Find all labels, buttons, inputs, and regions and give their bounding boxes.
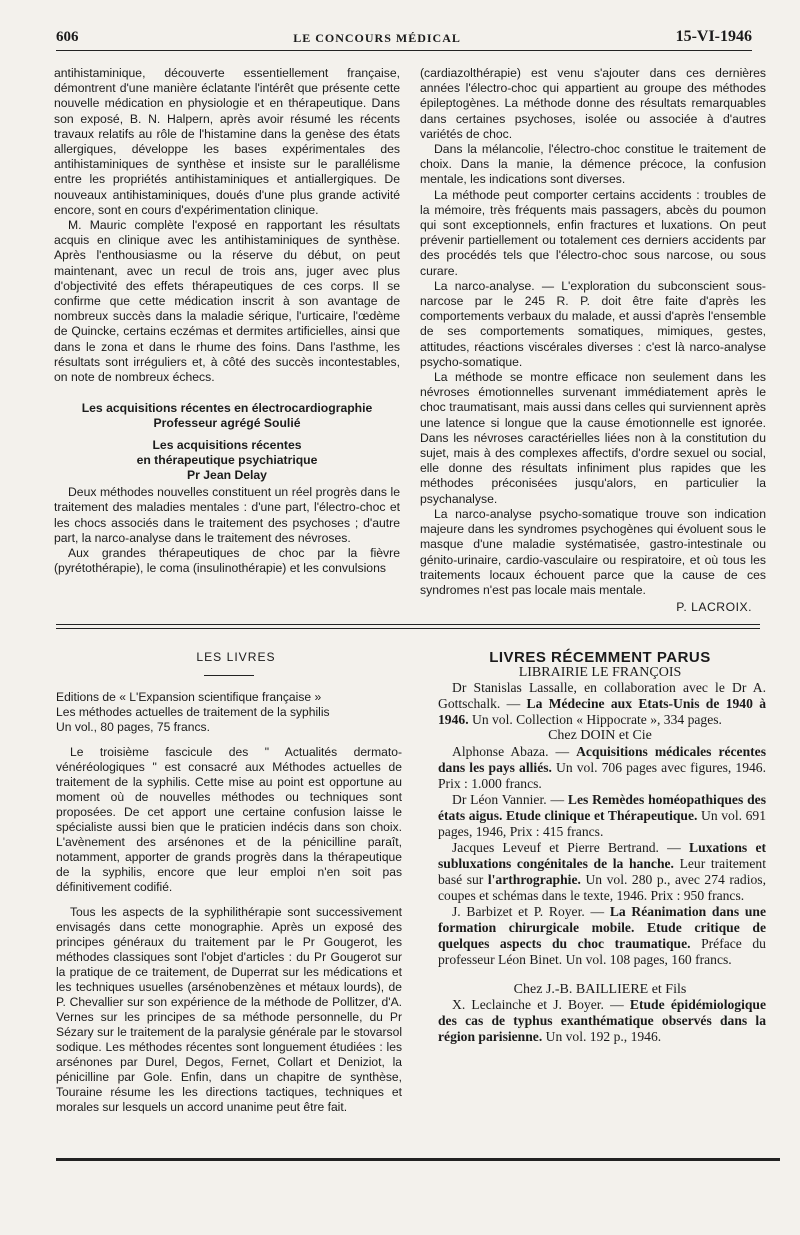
signature: P. LACROIX. xyxy=(676,600,752,615)
book-entry: X. Leclainche et J. Boyer. — Etude épidémiologique des cas de typhus exanthématique observés dans la région parisienne. Un vol. 192 p., 1946. xyxy=(438,996,766,1044)
divider xyxy=(56,624,760,625)
paragraph: Tous les aspects de la syphilithérapie sont successivement envisagés dans cette monographie. Après un exposé des principes généraux du traitement par le Pr Gougerot, les méthodes classiques sont l'objet d'articles : du Pr Gougerot sur la pratique de ce traitement, de Duperrat sur les médications et les techniques usuelles (arsénobenzènes et métaux lourds), de P. Chevallier sur son expérience de la méthode de Pollitzer, d'A. Vernes sur les principes de sa méthode personnelle, du Pr Sézary sur le traitement de la paralysie générale par le stovarsol sodique. Les méthodes récentes sont longuement étudiées : les arsénones par Durel, Degos, Fernet, Collart et Deniziot, la pénicilline par Gole. Enfin, dans un chapitre de synthèse, Touraine résume les les directions tactiques, techniques et morales sur lesquels un accord unanime peut être fait. xyxy=(56,905,402,1114)
recent-books-column xyxy=(420,650,766,1045)
section-title: LES LIVRES xyxy=(196,650,276,664)
paragraph: Aux grandes thérapeutiques de choc par la fièvre (pyrétothérapie), le coma (insulinothérapie) et les convulsions xyxy=(54,546,400,576)
book-entry: Dr Stanislas Lassalle, en collaboration avec le Dr A. Gottschalk. — La Médecine aux Etats-Unis de 1940 à 1946. Un vol. Collection « Hippocrate », 334 pages. xyxy=(438,680,766,728)
section-heading: Les acquisitions récentes xyxy=(152,437,302,452)
paragraph: (cardiazolthérapie) est venu s'ajouter dans ces dernières années l'électro-choc qui appartient au groupe des méthodes épileptogènes. La méthode donne des résultats remarquables dans certaines psychoses, isolée ou associée à d'autres variétés de choc. xyxy=(420,66,766,141)
paragraph: La narco-analyse. — L'exploration du subconscient sous-narcose par le 245 R. P. doit être faite d'après les comportements verbaux du malade, et aussi d'après l'ensemble de ses comportements somatiques, mimiques, gestes, attitudes, réactions viscérales diverses : c'est là narco-analyse psycho-somatique. xyxy=(420,278,766,369)
divider xyxy=(56,1158,780,1161)
section-author: Professeur agrégé Soulié xyxy=(153,416,301,431)
section-heading: Les acquisitions récentes en électrocardiographie xyxy=(81,401,373,416)
paragraph: antihistaminique, découverte essentiellement française, démontrent d'une manière éclatante l'intérêt que présente cette nouvelle médication en physiologie et en thérapeutique. Dans son exposé, B. N. Halpern, après avoir résumé les récents travaux relatifs au rôle de l'histamine dans la genèse des états allergiques, développe les bases expérimentales des antihistaminiques de synthèse et insiste sur le parallélisme entre les propriétés antihistaminiques et antiallergiques. De nouveaux antihistaminiques, doués d'une plus grande activité encore, sont en cours d'expérimentation clinique. xyxy=(54,66,400,217)
page-header xyxy=(56,22,752,51)
publisher-heading: Chez J.-B. BAILLIERE et Fils xyxy=(513,981,687,997)
paragraph: La méthode se montre efficace non seulement dans les névroses émotionnelles survenant immédiatement après le choc traumatisant, mais aussi dans celles qui surviennent après une latence si longue que la cause émotionnelle est ignorée. Dans les névroses caractérielles liées non à la constitution du sujet, mais à des complexes affectifs, d'ordre sexuel ou social, elle donne des résultats infiniment plus rapides que les méthodes préconisées jusqu'alors, en particulier la psychanalyse. xyxy=(420,370,766,506)
paragraph: Le troisième fascicule des " Actualités dermato-vénéréologiques " est consacré aux Méthodes actuelles de traitement de la syphilis. Cette mise au point est opportune au moment où de nouvelles méthodes ou techniques sont proposées. De cet apport une certaine confusion laisse le spécialiste aussi bien que le praticien indécis dans son choix. L'avènement des arsénones et de la pénicilline paraît, notamment, apporter de grands progrès dans la thérapeutique de la syphilis, encore que leur emploi n'en soit pas définitivement codifié. xyxy=(56,745,402,894)
paragraph: M. Mauric complète l'exposé en rapportant les résultats acquis en clinique avec les antihistaminiques de synthèse. Après l'enthousiasme ou la réserve du début, on peut maintenant, avec un recul de trois ans, juger avec plus d'objectivité des effets thérapeutiques de ces corps. Il se confirme que cette médication inscrit à son avantage de nombreux succès dans la maladie sérique, l'urticaire, l'œdème de Quincke, certains eczémas et dermites artificielles, ainsi que dans le zona et dans le rhume des foins. Dans l'asthme, les résultats sont irréguliers et, à côté des succès incontestables, on note de nombreux échecs. xyxy=(54,218,400,385)
paragraph: La méthode peut comporter certains accidents : troubles de la mémoire, très fréquents mais passagers, abcès du poumon qui sont exceptionnels, enfin fractures et luxations. On peut prévenir partiellement ou totalement ces derniers accidents par des procédés tels que l'électro-choc sous narcose, ou sous curare. xyxy=(420,187,766,278)
divider xyxy=(56,628,760,629)
book-entry: Dr Léon Vannier. — Les Remèdes homéopathiques des états aigus. Etude clinique et Thérapeutique. Un vol. 691 pages, 1946, Prix : 415 francs. xyxy=(438,791,766,839)
top-right-column xyxy=(420,66,766,615)
page-number: 606 xyxy=(56,29,79,45)
paragraph: La narco-analyse psycho-somatique trouve son indication majeure dans les syndromes psychogènes qui évoluent sous le masque d'une maladie systématisée, gastro-intestinale ou génito-urinaire, cardio-vasculaire ou respiratoire, et où tous les traitements locaux échouent parce que la cause de ces syndromes n'est pas locale mais mentale. xyxy=(420,506,766,597)
paragraph: Deux méthodes nouvelles constituent un réel progrès dans le traitement des maladies mentales : d'une part, l'électro-choc et les chocs associés dans le traitement des psychoses ; d'autre part, la narco-analyse dans le traitement des névroses. xyxy=(54,485,400,545)
book-entry: Alphonse Abaza. — Acquisitions médicales récentes dans les pays alliés. Un vol. 706 pages avec figures, 1946. Prix : 1.000 francs. xyxy=(438,743,767,791)
livres-column xyxy=(56,650,402,1115)
book-title: Les méthodes actuelles de traitement de la syphilis xyxy=(56,705,330,719)
publisher-heading: LIBRAIRIE LE FRANÇOIS xyxy=(518,665,682,681)
section-heading: en thérapeutique psychiatrique xyxy=(136,452,318,467)
edition-line: Editions de « L'Expansion scientifique française » xyxy=(56,690,322,704)
publisher-heading: Chez DOIN et Cie xyxy=(548,728,652,744)
top-left-column xyxy=(54,66,400,577)
book-info: Un vol., 80 pages, 75 francs. xyxy=(56,720,210,734)
book-entry: J. Barbizet et P. Royer. — La Réanimation dans une formation chirurgicale mobile. Etude critique de quelques aspects du choc traumatique. Préface du professeur Léon Binet. Un vol. 108 pages, 160 francs. xyxy=(438,903,766,967)
divider xyxy=(204,675,254,676)
section-title: LIVRES RÉCEMMENT PARUS xyxy=(489,649,711,666)
issue-date: 15-VI-1946 xyxy=(675,28,752,45)
section-author: Pr Jean Delay xyxy=(187,468,267,483)
journal-title: LE CONCOURS MÉDICAL xyxy=(293,31,461,45)
paragraph: Dans la mélancolie, l'électro-choc constitue le traitement de choix. Dans la manie, la démence précoce, la confusion mentale, les indications sont diverses. xyxy=(420,142,766,187)
book-entry: Jacques Leveuf et Pierre Bertrand. — Luxations et subluxations congénitales de la hanche. Leur traitement basé sur l'arthrographie. Un vol. 280 p., avec 274 radios, coupes et schémas dans le texte, 1946. Prix : 950 francs. xyxy=(438,839,767,903)
